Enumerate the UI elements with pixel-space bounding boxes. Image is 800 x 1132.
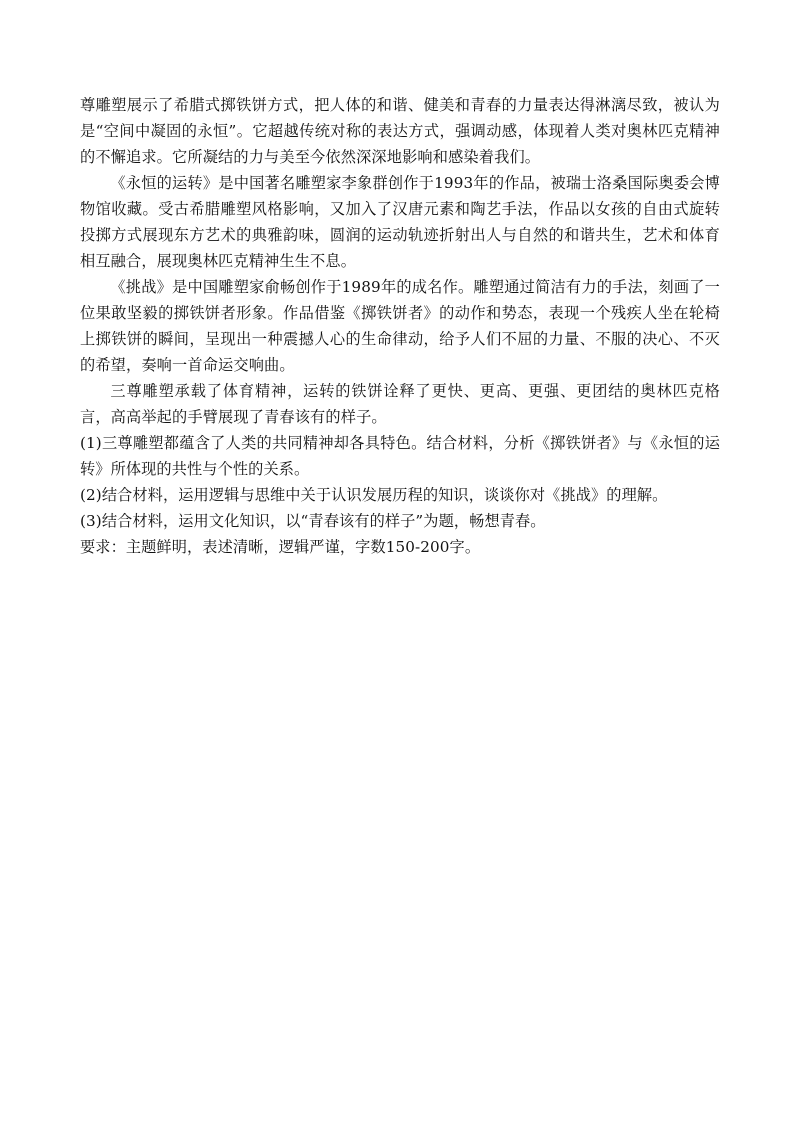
question-2: (2)结合材料，运用逻辑与思维中关于认识发展历程的知识，谈谈你对《挑战》的理解。 bbox=[80, 486, 668, 504]
question-3: (3)结合材料，运用文化知识，以“青春该有的样子”为题，畅想青春。 bbox=[80, 512, 546, 530]
paragraph-discus-thrower: 尊雕塑展示了希腊式掷铁饼方式，把人体的和谐、健美和青春的力量表达得淋漓尽致，被认为是“空间中凝固的永恒”。它超越传统对称的表达方式，强调动感，体现着人类对奥林匹克精神的不懈追求。它所凝结的力与美至今依然深深地影响和感染着我们。 bbox=[80, 96, 720, 166]
paragraph-challenge: 《挑战》是中国雕塑家俞畅创作于1989年的成名作。雕塑通过简洁有力的手法，刻画了一位果敢坚毅的掷铁饼者形象。作品借鉴《掷铁饼者》的动作和势态，表现一个残疾人坐在轮椅上掷铁饼的瞬间，呈现出一种震撼人心的生命律动，给予人们不屈的力量、不服的决心、不灭的希望，奏响一首命运交响曲。 bbox=[80, 278, 720, 374]
paragraph-eternal-rotation: 《永恒的运转》是中国著名雕塑家李象群创作于1993年的作品，被瑞士洛桑国际奥委会博物馆收藏。受古希腊雕塑风格影响，又加入了汉唐元素和陶艺手法，作品以女孩的自由式旋转投掷方式展现东方艺术的典雅韵味，圆润的运动轨迹折射出人与自然的和谐共生，艺术和体育相互融合，展现奥林匹克精神生生不息。 bbox=[80, 174, 720, 270]
requirement-text: 要求：主题鲜明，表述清晰，逻辑严谨，字数150-200字。 bbox=[80, 538, 481, 556]
document-content bbox=[80, 92, 720, 560]
question-1: (1)三尊雕塑都蕴含了人类的共同精神却各具特色。结合材料，分析《掷铁饼者》与《永恒的运转》所体现的共性与个性的关系。 bbox=[80, 434, 720, 478]
paragraph-summary: 三尊雕塑承载了体育精神，运转的铁饼诠释了更快、更高、更强、更团结的奥林匹克格言，高高举起的手臂展现了青春该有的样子。 bbox=[80, 382, 720, 426]
